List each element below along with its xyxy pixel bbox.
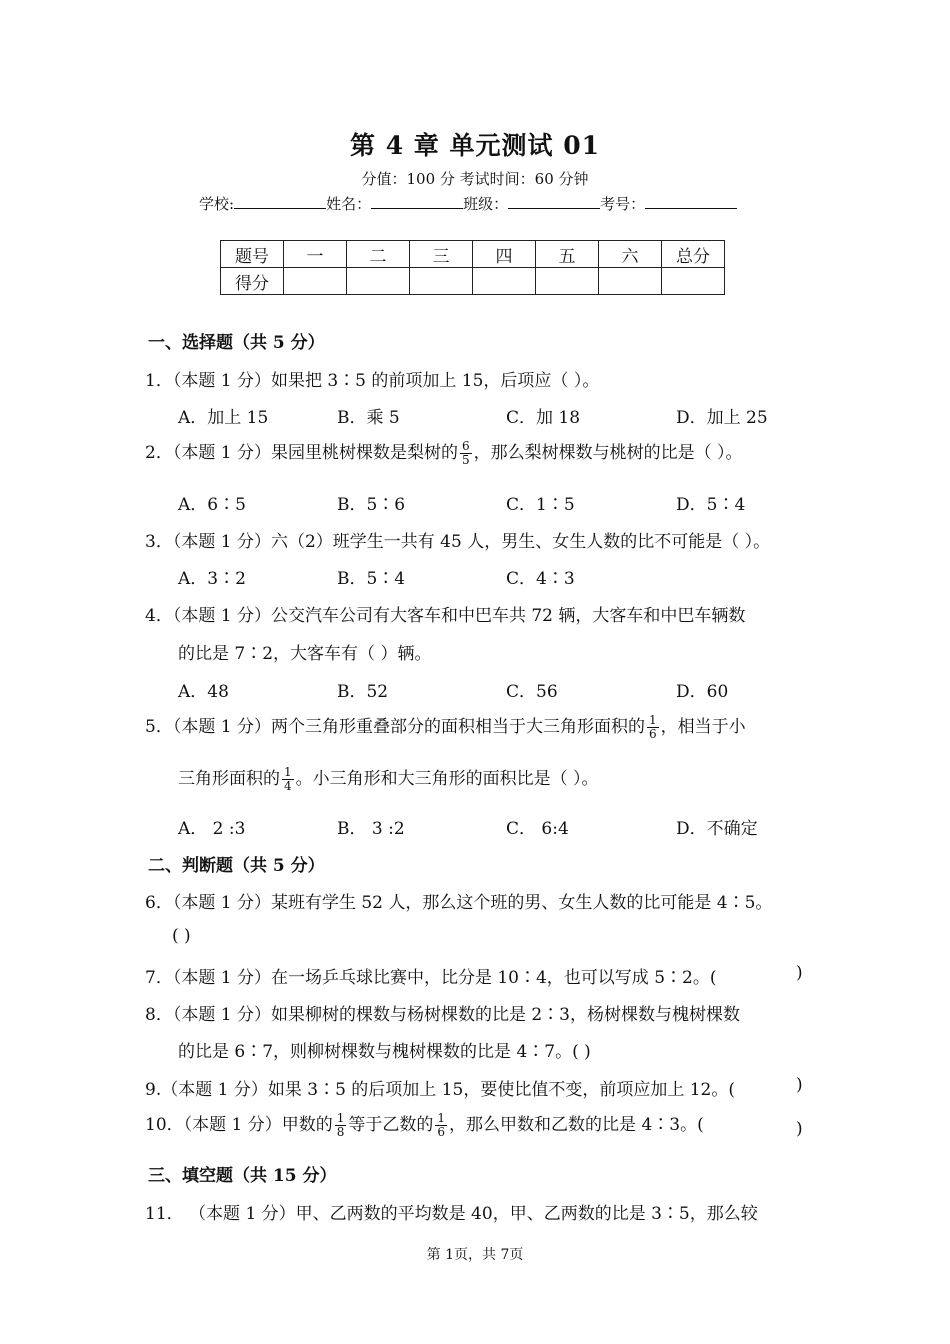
class-blank[interactable] bbox=[508, 194, 600, 209]
page-footer: 第 1页，共 7页 bbox=[426, 1247, 524, 1263]
question-1-option-a[interactable]: A．加上 15 bbox=[178, 408, 269, 428]
score-cell[interactable] bbox=[662, 268, 725, 295]
class-label: 班级： bbox=[463, 195, 509, 213]
score-cell[interactable] bbox=[284, 268, 347, 295]
question-4-option-d[interactable]: D．60 bbox=[676, 682, 729, 702]
fraction-denominator: 5 bbox=[461, 453, 470, 467]
question-9-close-bracket[interactable]: ) bbox=[796, 1075, 803, 1095]
question-5-option-b[interactable]: B． 3 :2 bbox=[337, 819, 405, 839]
question-5-line-2 bbox=[178, 764, 599, 793]
fraction bbox=[460, 440, 472, 467]
score-cell[interactable] bbox=[536, 268, 599, 295]
name-label: 姓名： bbox=[326, 195, 372, 213]
score-header-cell: 二 bbox=[347, 241, 410, 268]
exam-subtitle: 分值：100 分 考试时间：60 分钟 bbox=[361, 170, 589, 188]
question-10-text-before: 10．（本题 1 分）甲数的 bbox=[145, 1115, 333, 1135]
fraction bbox=[647, 714, 659, 741]
fraction-numerator: 1 bbox=[648, 713, 657, 727]
question-3-stem: 3．（本题 1 分）六（2）班学生一共有 45 人，男生、女生人数的比不可能是（ ）。 bbox=[145, 532, 771, 552]
question-5-line-2-after: 。小三角形和大三角形的面积比是（ ）。 bbox=[295, 769, 599, 789]
question-5-option-c[interactable]: C． 6:4 bbox=[506, 819, 569, 839]
question-1-stem: 1．（本题 1 分）如果把 3∶5 的前项加上 15，后项应（ ）。 bbox=[145, 371, 600, 391]
question-3-option-b[interactable]: B．5∶4 bbox=[337, 569, 406, 589]
score-header-cell: 六 bbox=[599, 241, 662, 268]
student-info-line bbox=[199, 193, 737, 214]
fraction-denominator: 6 bbox=[437, 1125, 446, 1139]
score-row bbox=[221, 268, 725, 295]
question-7-stem: 7．（本题 1 分）在一场乒乓球比赛中，比分是 10∶4，也可以写成 5∶2。( bbox=[145, 968, 717, 988]
name-blank[interactable] bbox=[371, 194, 463, 209]
score-header-cell: 三 bbox=[410, 241, 473, 268]
score-cell[interactable] bbox=[473, 268, 536, 295]
question-2-option-b[interactable]: B．5∶6 bbox=[337, 495, 406, 515]
exam-title: 第 4 章 单元测试 01 bbox=[349, 131, 600, 160]
score-header-cell: 五 bbox=[536, 241, 599, 268]
question-10-text-mid: 等于乙数的 bbox=[348, 1115, 434, 1135]
score-cell[interactable] bbox=[599, 268, 662, 295]
question-7-close-bracket[interactable]: ) bbox=[796, 963, 803, 983]
question-1-option-b[interactable]: B．乘 5 bbox=[337, 408, 400, 428]
question-6-answer-brackets[interactable]: ( ) bbox=[172, 926, 191, 946]
question-1-option-d[interactable]: D．加上 25 bbox=[676, 408, 768, 428]
score-cell[interactable] bbox=[347, 268, 410, 295]
fraction-numerator: 6 bbox=[461, 439, 470, 453]
fraction bbox=[282, 766, 294, 793]
score-header-cell: 题号 bbox=[221, 241, 284, 268]
question-8-line-2: 的比是 6∶7，则柳树棵数与槐树棵数的比是 4∶7。( ) bbox=[178, 1042, 591, 1062]
question-5-line-1 bbox=[145, 712, 746, 741]
question-5-option-a[interactable]: A． 2 :3 bbox=[178, 819, 246, 839]
question-10-close-bracket[interactable]: ) bbox=[796, 1119, 803, 1139]
score-row-label: 得分 bbox=[221, 268, 284, 295]
question-10-text-after: ，那么甲数和乙数的比是 4∶3。( bbox=[449, 1115, 704, 1135]
question-3-option-c[interactable]: C．4∶3 bbox=[506, 569, 575, 589]
question-4-option-c[interactable]: C．56 bbox=[506, 682, 558, 702]
question-4-line-1: 4．（本题 1 分）公交汽车公司有大客车和中巴车共 72 辆，大客车和中巴车辆数 bbox=[145, 606, 746, 626]
fraction-numerator: 1 bbox=[437, 1111, 446, 1125]
section-heading-judgement: 二、判断题（共 5 分） bbox=[148, 856, 325, 876]
score-header-cell: 四 bbox=[473, 241, 536, 268]
fraction-denominator: 4 bbox=[284, 779, 292, 793]
score-table bbox=[220, 240, 725, 295]
fraction-numerator: 1 bbox=[336, 1111, 345, 1125]
question-4-line-2: 的比是 7∶2，大客车有（ ）辆。 bbox=[178, 644, 432, 664]
question-1-option-c[interactable]: C．加 18 bbox=[506, 408, 581, 428]
question-10-stem bbox=[145, 1110, 704, 1139]
fraction-numerator: 1 bbox=[284, 765, 292, 779]
fraction bbox=[435, 1112, 447, 1139]
fraction-denominator: 6 bbox=[648, 727, 657, 741]
question-11-stem: 11． （本题 1 分）甲、乙两数的平均数是 40，甲、乙两数的比是 3∶5，那么较 bbox=[145, 1204, 758, 1224]
question-9-stem: 9.（本题 1 分）如果 3∶5 的后项加上 15，要使比值不变，前项应加上 12。( bbox=[145, 1080, 735, 1100]
question-2-option-c[interactable]: C．1∶5 bbox=[506, 495, 575, 515]
question-5-text-after: ，相当于小 bbox=[660, 717, 746, 737]
question-5-option-d[interactable]: D．不确定 bbox=[676, 819, 758, 839]
fraction-denominator: 8 bbox=[336, 1125, 345, 1139]
question-4-option-a[interactable]: A．48 bbox=[178, 682, 229, 702]
number-blank[interactable] bbox=[645, 194, 737, 209]
question-3-option-a[interactable]: A．3∶2 bbox=[178, 569, 246, 589]
question-8-line-1: 8．（本题 1 分）如果柳树的棵数与杨树棵数的比是 2∶3，杨树棵数与槐树棵数 bbox=[145, 1005, 740, 1025]
question-2-option-a[interactable]: A．6∶5 bbox=[178, 495, 246, 515]
question-2-text-before: 2．（本题 1 分）果园里桃树棵数是梨树的 bbox=[145, 443, 458, 463]
question-6-line-1: 6．（本题 1 分）某班有学生 52 人，那么这个班的男、女生人数的比可能是 4∶5。 bbox=[145, 893, 773, 913]
question-2-stem bbox=[145, 438, 743, 467]
score-cell[interactable] bbox=[410, 268, 473, 295]
score-header-row bbox=[221, 241, 725, 268]
school-label: 学校: bbox=[199, 195, 235, 213]
question-5-text-before: 5．（本题 1 分）两个三角形重叠部分的面积相当于大三角形面积的 bbox=[145, 717, 645, 737]
question-2-text-after: ，那么梨树棵数与桃树的比是（ ）。 bbox=[473, 443, 743, 463]
score-header-cell: 总分 bbox=[662, 241, 725, 268]
question-2-option-d[interactable]: D．5∶4 bbox=[676, 495, 746, 515]
question-5-line-2-before: 三角形面积的 bbox=[178, 769, 280, 789]
section-heading-choice: 一、选择题（共 5 分） bbox=[148, 333, 325, 353]
fraction bbox=[335, 1112, 347, 1139]
section-heading-fill-in: 三、填空题（共 15 分） bbox=[148, 1166, 337, 1186]
score-header-cell: 一 bbox=[284, 241, 347, 268]
number-label: 考号： bbox=[600, 195, 646, 213]
school-blank[interactable] bbox=[234, 194, 326, 209]
question-4-option-b[interactable]: B．52 bbox=[337, 682, 389, 702]
